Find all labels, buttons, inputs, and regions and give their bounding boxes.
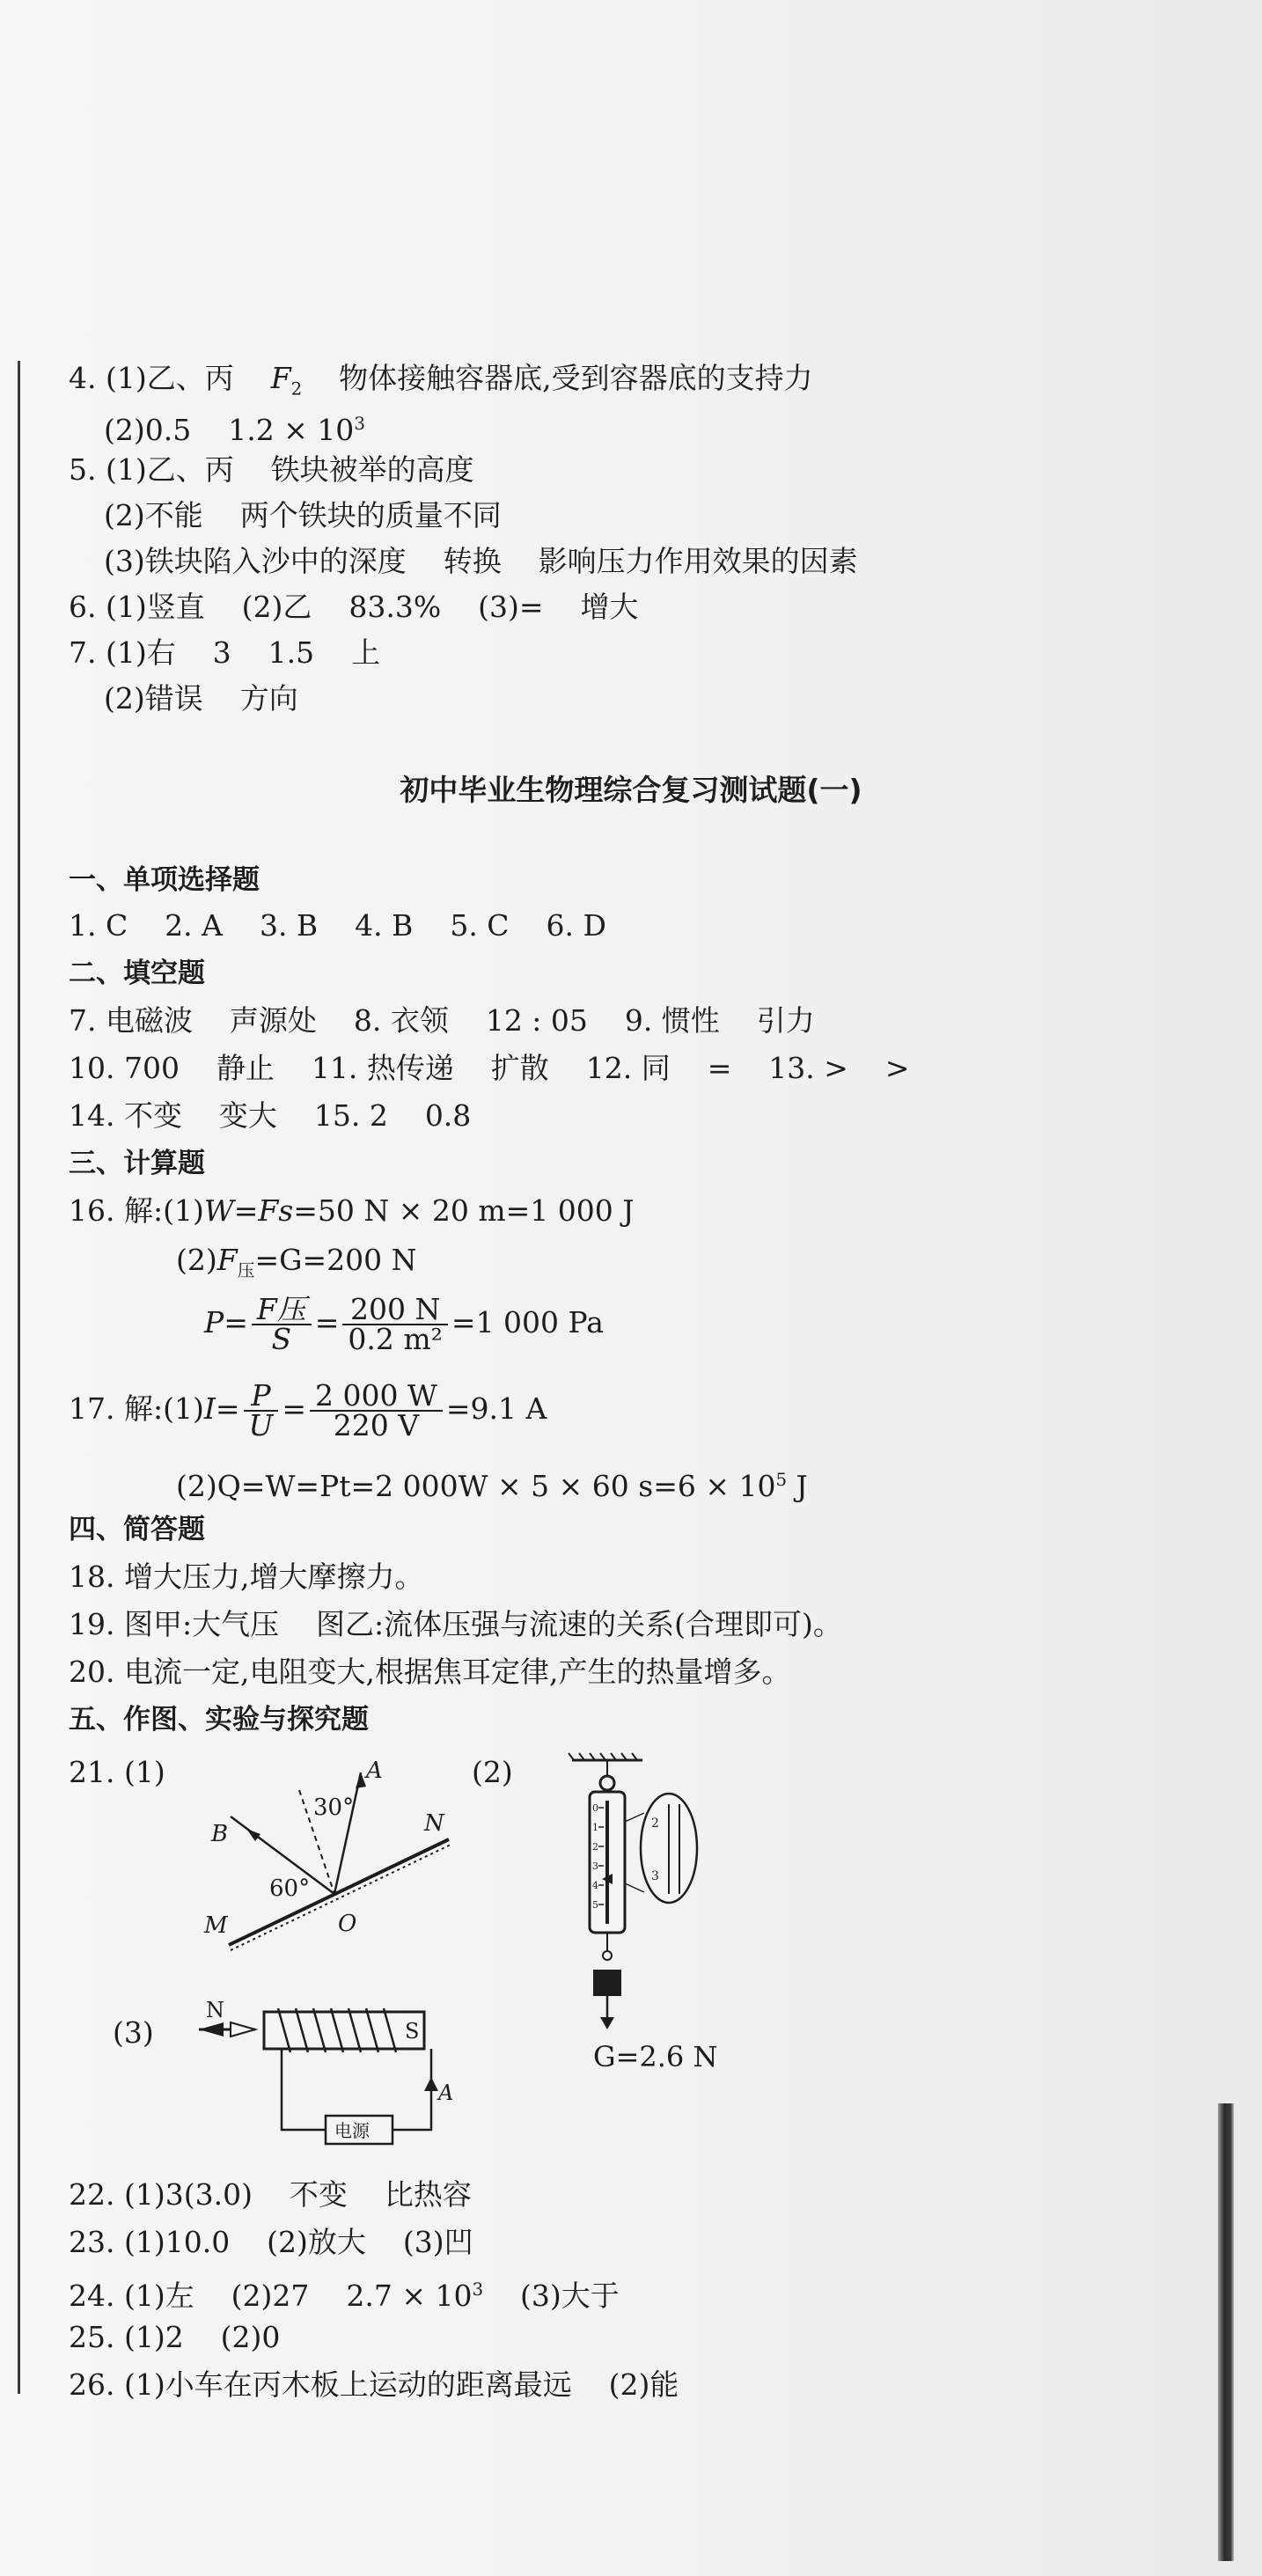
q24-line xyxy=(69,2272,620,2314)
tick-5: 5 xyxy=(592,1899,598,1911)
q4-reason: 物体接触容器底,受到容器底的支持力 xyxy=(339,361,813,395)
q16-pressure-result: =1 000 Pa xyxy=(451,1305,604,1339)
tick-2: 2 xyxy=(592,1841,598,1853)
q24-exponent: 3 xyxy=(472,2279,484,2300)
q17-part2 xyxy=(176,1463,808,1504)
q17-current-result: =9.1 A xyxy=(445,1391,547,1426)
q4-exponent: 3 xyxy=(354,414,365,434)
q4-force-sub: 2 xyxy=(290,378,303,400)
q21-label-2: (2) xyxy=(472,1755,513,1789)
label-b: B xyxy=(211,1821,229,1847)
page-edge-shadow xyxy=(1218,2103,1234,2561)
q5-line1: 5. (1)乙、丙 铁块被举的高度 xyxy=(69,452,474,487)
hook-ring xyxy=(603,1951,612,1960)
section2-line1: 7. 电磁波 声源处 8. 衣领 12 : 05 9. 惯性 引力 xyxy=(69,1003,815,1038)
tick-3: 3 xyxy=(592,1860,598,1872)
wire-left xyxy=(282,2049,326,2130)
power-source-label: 电源 xyxy=(334,2120,370,2141)
q21-label-3: (3) xyxy=(113,2015,154,2050)
solenoid-s-label: S xyxy=(405,2019,420,2044)
spring-scale-diagram xyxy=(563,1751,739,2042)
q16-fraction-symbolic xyxy=(252,1292,312,1356)
gravity-arrow-head xyxy=(600,2017,614,2029)
section2-heading: 二、填空题 xyxy=(69,958,205,989)
needle-south xyxy=(231,2022,255,2037)
section4-heading: 四、简答题 xyxy=(69,1514,205,1545)
q4-label: 4. (1)乙、丙 xyxy=(69,361,234,395)
q16-force-symbol: F xyxy=(216,1243,238,1277)
q16-frac1-num: F压 xyxy=(252,1295,312,1325)
tick-1: 1 xyxy=(592,1822,598,1833)
section4-line1: 18. 增大压力,增大摩擦力。 xyxy=(69,1560,424,1594)
section2-line3: 14. 不变 变大 15. 2 0.8 xyxy=(69,1098,472,1133)
q7-line2: (2)错误 方向 xyxy=(104,681,298,716)
q17-frac1-num: P xyxy=(244,1382,279,1412)
q17-fraction-symbolic xyxy=(244,1378,279,1442)
q16-work-expr: W=Fs xyxy=(203,1193,294,1228)
gravity-label: G=2.6 N xyxy=(593,2040,718,2073)
q17-frac2-num: 2 000 W xyxy=(310,1382,443,1412)
tick-0: 0 xyxy=(592,1802,598,1814)
angle-30: 30° xyxy=(313,1794,355,1821)
q16-part2-prefix: (2) xyxy=(176,1243,217,1277)
incident-ray xyxy=(334,1772,361,1894)
q17-heat-exp: 5 xyxy=(775,1470,788,1490)
q16-frac2-num: 200 N xyxy=(342,1295,448,1325)
label-n: N xyxy=(424,1810,444,1837)
q4-line1 xyxy=(69,361,813,407)
q16-frac1-den: S xyxy=(271,1322,292,1356)
q23-line: 23. (1)10.0 (2)放大 (3)凹 xyxy=(69,2225,473,2259)
reflected-arrow xyxy=(246,1829,260,1841)
zoom-tick-3: 3 xyxy=(651,1869,659,1883)
q16-force-result: =G=200 N xyxy=(254,1243,417,1277)
needle-n-label: N xyxy=(206,1998,224,2022)
top-ring xyxy=(600,1776,614,1790)
section2-line2: 10. 700 静止 11. 热传递 扩散 12. 同 = 13. > > xyxy=(69,1051,910,1085)
q24-tail: (3)大于 xyxy=(483,2279,620,2313)
q16-work-result: =50 N × 20 m=1 000 J xyxy=(293,1193,635,1228)
q4-answer-2a: (2)0.5 xyxy=(104,413,192,447)
q4-force: F xyxy=(270,361,291,395)
q16-pressure-symbol: P= xyxy=(204,1305,248,1339)
angle-60: 60° xyxy=(269,1875,311,1902)
q17-heat-expr: (2)Q=W=Pt=2 000W × 5 × 60 s=6 × 10 xyxy=(176,1469,776,1503)
q21-label-1: 21. (1) xyxy=(69,1755,165,1789)
q26-line: 26. (1)小车在丙木板上运动的距离最远 (2)能 xyxy=(69,2367,679,2402)
q4-line2 xyxy=(104,407,365,448)
section4-line3: 20. 电流一定,电阻变大,根据焦耳定律,产生的热量增多。 xyxy=(69,1655,791,1689)
section4-line2: 19. 图甲:大气压 图乙:流体压强与流速的关系(合理即可)。 xyxy=(69,1607,842,1641)
q17-prefix: 17. 解:(1) xyxy=(69,1391,204,1426)
current-a-label: A xyxy=(438,2081,454,2105)
q7-line1: 7. (1)右 3 1.5 上 xyxy=(69,635,381,670)
q16-fraction-numeric xyxy=(342,1292,448,1356)
q24-main: 24. (1)左 (2)27 2.7 × 10 xyxy=(69,2279,473,2313)
q5-line2: (2)不能 两个铁块的质量不同 xyxy=(104,498,502,532)
solenoid-diagram xyxy=(194,1989,458,2147)
q4-answer-2b: 1.2 × 10 xyxy=(228,413,355,447)
left-margin-rule xyxy=(18,361,20,2394)
section3-heading: 三、计算题 xyxy=(69,1148,205,1179)
q22-line: 22. (1)3(3.0) 不变 比热容 xyxy=(69,2177,472,2212)
q16-prefix: 16. 解:(1) xyxy=(69,1193,204,1228)
q17-heat-unit: J xyxy=(787,1469,808,1503)
incident-arrow xyxy=(356,1772,366,1788)
zoom-connector-bottom xyxy=(625,1883,644,1892)
q17-current-symbol: I= xyxy=(203,1391,240,1426)
q16-pressure-line: P= $\frac{\text{F压}}{S}$ = $\frac{200 N}{\text{0.2 m²}}$ =1 000 Pa xyxy=(204,1292,604,1356)
label-m: M xyxy=(204,1912,228,1939)
q17-fraction-numeric xyxy=(310,1378,443,1442)
label-a: A xyxy=(366,1758,383,1784)
q17-part1: 17. 解:(1)I= $\frac{P}{U}$ = $\frac{2 000 W}{220 V}$ =9.1 A xyxy=(69,1378,547,1442)
q17-frac2-den: 220 V xyxy=(333,1408,420,1442)
label-o: O xyxy=(338,1911,357,1937)
section5-heading: 五、作图、实验与探究题 xyxy=(69,1704,369,1736)
section1-heading: 一、单项选择题 xyxy=(69,864,260,896)
zoom-connector-top xyxy=(625,1813,644,1822)
tick-4: 4 xyxy=(592,1880,598,1891)
zoom-tick-2: 2 xyxy=(651,1816,659,1831)
q16-frac2-den: 0.2 m² xyxy=(348,1322,443,1356)
needle-north xyxy=(199,2022,224,2037)
q16-part1 xyxy=(69,1193,635,1229)
section1-answers: 1. C 2. A 3. B 4. B 5. C 6. D xyxy=(69,908,606,943)
current-arrow xyxy=(424,2077,438,2091)
q16-force-sub: 压 xyxy=(237,1260,255,1281)
q16-part2 xyxy=(176,1243,416,1289)
test-title: 初中毕业生物理综合复习测试题(一) xyxy=(400,773,862,807)
weight-block xyxy=(593,1970,621,1996)
q17-frac1-den: U xyxy=(248,1408,274,1442)
q25-line: 25. (1)2 (2)0 xyxy=(69,2320,281,2354)
q6-line1: 6. (1)竖直 (2)乙 83.3% (3)= 增大 xyxy=(69,590,639,624)
q5-line3: (3)铁块陷入沙中的深度 转换 影响压力作用效果的因素 xyxy=(104,544,858,578)
reflection-diagram xyxy=(194,1751,458,1963)
